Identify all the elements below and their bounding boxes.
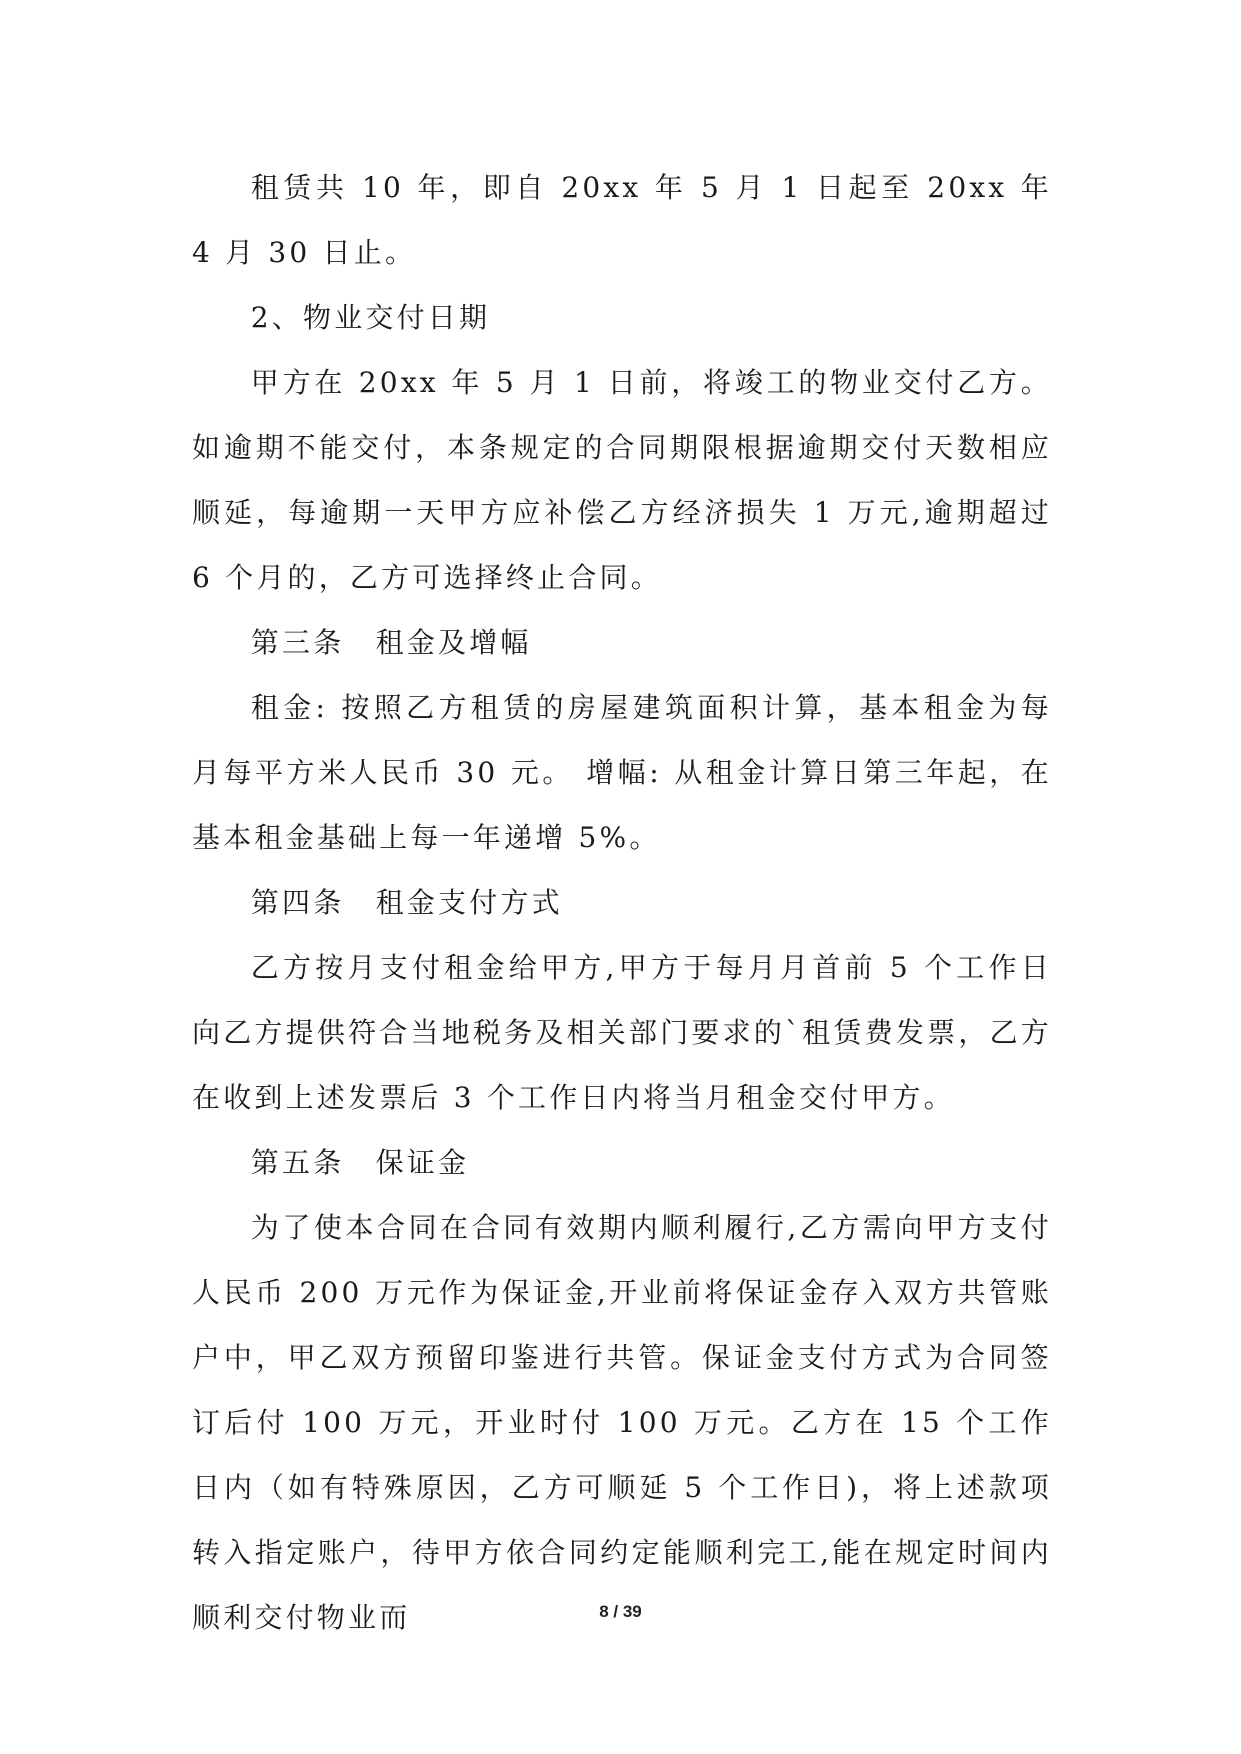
paragraph-deposit: 为了使本合同在合同有效期内顺利履行,乙方需向甲方支付人民币 200 万元作为保证金,开业前将保证金存入双方共管账户中，甲乙双方预留印鉴进行共管。保证金支付方式为合同签订后付 100 万元，开业时付 100 万元。乙方在 15 个工作日内（如有特殊原因，乙方可顺延 5 个工作日)，将上述款项转入指定账户，待甲方依合同约定能顺利完工,能在规定时间内顺利交付物业而: [192, 1211, 1052, 1634]
paragraph-rent-increase: 租金: 按照乙方租赁的房屋建筑面积计算，基本租金为每月每平方米人民币 30 元。 增幅: 从租金计算日第三年起，在基本租金基础上每一年递增 5%。: [192, 691, 1052, 854]
heading-article-four: 第四条 租金支付方式: [250, 886, 563, 919]
heading-article-three: 第三条 租金及增幅: [250, 626, 532, 659]
heading-delivery-date: 2、物业交付日期: [250, 301, 491, 334]
heading-article-five: 第五条 保证金: [250, 1146, 470, 1179]
paragraph-rent-payment: 乙方按月支付租金给甲方,甲方于每月月首前 5 个工作日向乙方提供符合当地税务及相关部门要求的`租赁费发票，乙方在收到上述发票后 3 个工作日内将当月租金交付甲方。: [192, 951, 1052, 1114]
paragraph-delivery-terms: 甲方在 20xx 年 5 月 1 日前，将竣工的物业交付乙方。如逾期不能交付，本条规定的合同期限根据逾期交付天数相应顺延，每逾期一天甲方应补偿乙方经济损失 1 万元,逾期超过 6 个月的，乙方可选择终止合同。: [192, 366, 1052, 594]
document-body: [192, 155, 1052, 1650]
page-number: 8 / 39: [599, 1602, 642, 1621]
paragraph-lease-term: 租赁共 10 年，即自 20xx 年 5 月 1 日起至 20xx 年 4 月 30 日止。: [192, 171, 1052, 269]
